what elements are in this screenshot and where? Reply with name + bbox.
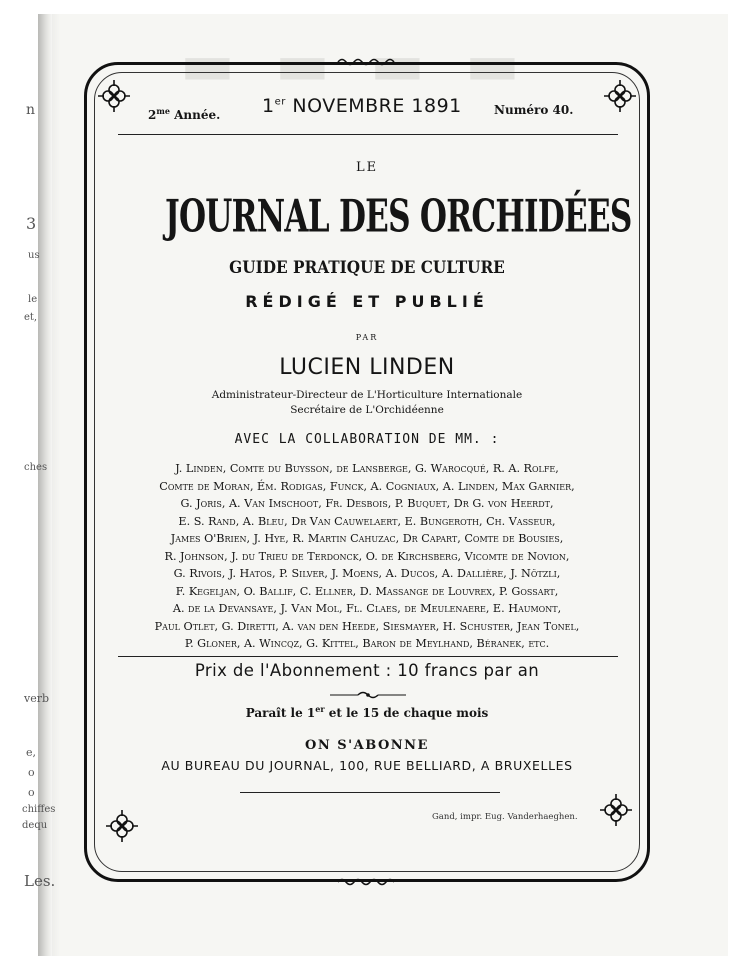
collaborator-list	[104, 460, 630, 653]
edge-fragment: dequ	[22, 820, 48, 831]
collaborator-line: Paul Otlet, G. Diretti, A. van den Heede, Siesmayer, H. Schuster, Jean Tonel,	[154, 619, 580, 633]
corner-ornament-icon	[102, 806, 142, 846]
corner-ornament-icon	[596, 790, 636, 830]
edge-fragment: o	[28, 786, 35, 799]
corner-ornament-icon	[600, 76, 640, 116]
printer-imprint: Gand, impr. Eug. Vanderhaeghen.	[432, 812, 578, 822]
collaboration-heading: AVEC LA COLLABORATION DE MM. :	[234, 432, 500, 447]
edge-fragment: chiffes	[22, 804, 56, 815]
edge-fragment: o	[28, 766, 35, 779]
publication-frequency	[94, 704, 640, 720]
edge-fragment: ches	[24, 462, 48, 473]
collaborator-line: J. Linden, Comte du Buysson, de Lansberge, G. Warocqué, R. A. Rolfe,	[175, 462, 559, 475]
title-article: LE	[355, 160, 379, 175]
author-role-1: Administrateur-Directeur de L'Horticulture Internationale	[211, 389, 523, 401]
year-ordinal-sup: me	[156, 106, 170, 116]
author-role-2: Secrétaire de L'Orchidéenne	[290, 404, 444, 416]
collaborator-line: G. Rivois, J. Hatos, P. Silver, J. Moens, A. Ducos, A. Dallière, J. Nötzli,	[173, 567, 561, 580]
date-day-sup: er	[274, 96, 286, 108]
price-top-rule	[118, 656, 618, 657]
collaborator-line: G. Joris, A. Van Imschoot, Fr. Desbois, P. Buquet, Dr G. von Heerdt,	[180, 497, 554, 510]
top-flourish-icon	[336, 57, 396, 67]
collaborator-line: F. Kegeljan, O. Ballif, C. Ellner, D. Massange de Louvrex, P. Gossart,	[175, 584, 559, 598]
collaborator-line: A. de la Devansaye, J. Van Mol, Fl. Claes, de Meulenaere, E. Haumont,	[172, 602, 562, 615]
frequency-text-b: et le 15 de chaque mois	[324, 706, 489, 720]
frequency-sup: er	[315, 704, 325, 714]
collaborator-line: Comte de Moran, Ém. Rodigas, Funck, A. Cogniaux, A. Linden, Max Garnier,	[159, 479, 575, 493]
edge-fragment: us	[28, 250, 40, 261]
edge-fragment: le	[28, 294, 38, 305]
year-ordinal: 2	[148, 108, 157, 122]
subscribe-heading: ON S'ABONNE	[305, 738, 429, 753]
year-word: Année.	[174, 108, 221, 122]
edge-fragment: 3	[26, 214, 37, 233]
journal-title: JOURNAL DES ORCHIDÉES	[164, 190, 632, 242]
header-rule	[118, 134, 618, 135]
by-label: PAR	[355, 333, 379, 342]
edge-fragment: verb	[24, 692, 50, 705]
collaborator-line: R. Johnson, J. du Trieu de Terdonck, O. de Kirchsberg, Vicomte de Novion,	[164, 549, 570, 563]
show-through-text: ▬ ▬ ▬ ▬	[180, 30, 530, 98]
collaborator-line: P. Gloner, A. Wincqz, G. Kittel, Baron de Meylhand, Béranek, etc.	[184, 637, 550, 650]
edge-fragment: e,	[26, 746, 37, 759]
frequency-text-a: Paraît le 1	[245, 706, 316, 720]
year-label	[148, 106, 220, 122]
edge-fragment: Les.	[24, 872, 56, 890]
edited-by-label: RÉDIGÉ ET PUBLIÉ	[245, 292, 489, 311]
edge-fragment: et,	[24, 312, 38, 323]
edge-fragment: n	[26, 102, 36, 118]
author-name: LUCIEN LINDEN	[279, 355, 455, 380]
footer-rule	[240, 792, 500, 793]
corner-ornament-icon	[94, 76, 134, 116]
date-day: 1	[262, 95, 275, 117]
collaborator-line: James O'Brien, J. Hye, R. Martin Cahuzac, Dr Capart, Comte de Bousies,	[170, 532, 564, 545]
issue-date	[262, 95, 462, 117]
divider-ornament-icon	[328, 690, 408, 700]
issue-number: Numéro 40.	[494, 103, 574, 117]
bottom-flourish-icon	[336, 877, 396, 887]
date-rest: NOVEMBRE 1891	[292, 95, 462, 117]
collaborator-line: E. S. Rand, A. Bleu, Dr Van Cauwelaert, E. Bungeroth, Ch. Vasseur,	[178, 514, 556, 528]
subscription-address: AU BUREAU DU JOURNAL, 100, RUE BELLIARD, A BRUXELLES	[161, 758, 573, 773]
subscription-price: Prix de l'Abonnement : 10 francs par an	[194, 661, 540, 680]
journal-subtitle: GUIDE PRATIQUE DE CULTURE	[229, 258, 505, 278]
